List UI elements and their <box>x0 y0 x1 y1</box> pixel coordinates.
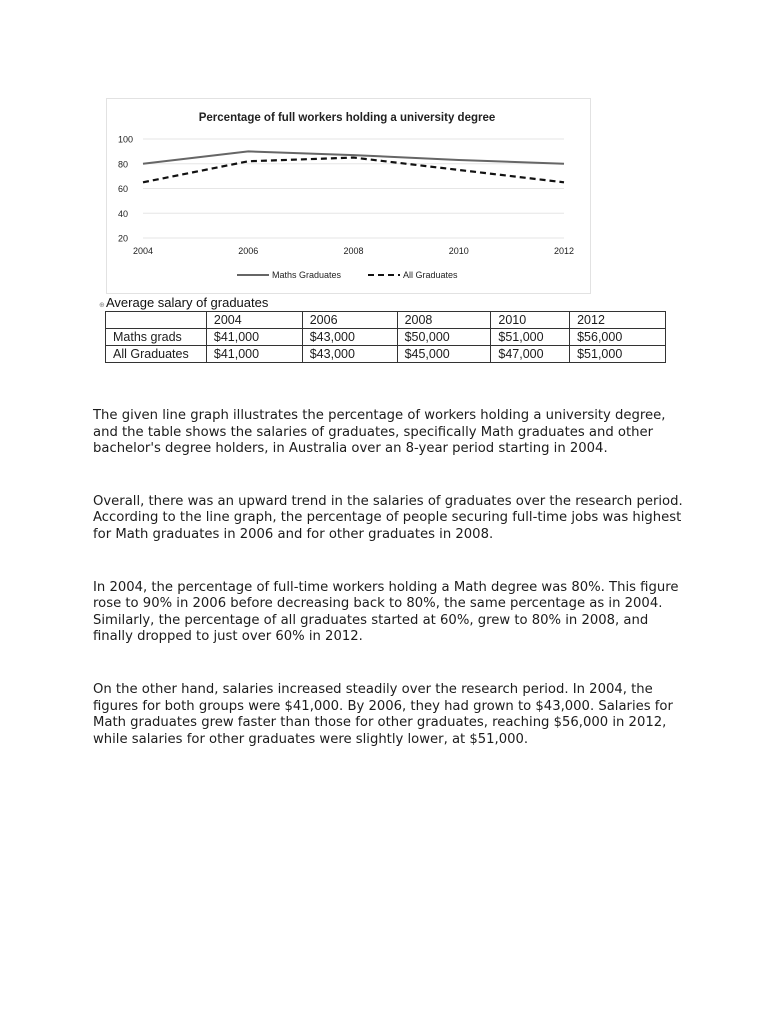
legend-label: All Graduates <box>403 270 458 280</box>
y-tick-label: 80 <box>118 159 129 170</box>
y-axis <box>118 135 133 244</box>
x-tick-label: 2004 <box>132 246 154 256</box>
table-cell: $51,000 <box>570 346 666 363</box>
table-cell: 2004 <box>206 312 302 329</box>
essay-paragraph-line-graph: In 2004, the percentage of full-time workers holding a Math degree was 80%. This figure rose to 90% in 2006 before decreasing back to 80%, the same percentage as in 2004. Similarly, the percentage of all graduates started at 60%, grew to 80% in 2008, and finally dropped to just over 60% in 2012. <box>93 579 679 645</box>
essay-paragraph-overview: Overall, there was an upward trend in the salaries of graduates over the research period. According to the line graph, the percentage of people securing full-time jobs was highest for Math graduates in 2006 and for other graduates in 2008. <box>93 493 683 542</box>
table-cell: All Graduates <box>106 346 207 363</box>
table-cell: $45,000 <box>397 346 491 363</box>
table-cell <box>106 312 207 329</box>
table-cell: $41,000 <box>206 346 302 363</box>
table-cell: 2006 <box>302 312 397 329</box>
table-cell: $43,000 <box>302 329 397 346</box>
chart-grid <box>143 139 564 238</box>
table-header-row <box>106 312 666 329</box>
y-tick-label: 100 <box>118 134 134 145</box>
table-cell: $50,000 <box>397 329 491 346</box>
x-tick-label: 2006 <box>238 246 259 256</box>
x-axis <box>133 246 574 256</box>
table-cell: $41,000 <box>206 329 302 346</box>
table-cell: $56,000 <box>570 329 666 346</box>
essay-paragraph-intro: The given line graph illustrates the percentage of workers holding a university degree, and the table shows the salaries of graduates, specifically Math graduates and other bachelor's degree holders, in Australia over an 8-year period starting in 2004. <box>93 408 666 457</box>
salary-table-title: Average salary of graduates <box>106 295 269 310</box>
salary-table <box>105 311 666 363</box>
x-tick-label: 2008 <box>343 246 364 256</box>
table-cell: 2008 <box>397 312 491 329</box>
figure-anchor-mark: ⊕ <box>99 301 105 309</box>
essay-body <box>93 408 683 784</box>
line-chart-figure <box>106 98 591 294</box>
x-tick-label: 2012 <box>553 246 575 256</box>
table-cell: Maths grads <box>106 329 207 346</box>
table-cell: $47,000 <box>491 346 570 363</box>
chart-title: Percentage of full workers holding a university degree <box>198 112 496 124</box>
table-cell: $43,000 <box>302 346 397 363</box>
y-tick-label: 60 <box>118 184 129 194</box>
table-row <box>106 346 666 363</box>
table-cell: 2010 <box>491 312 570 329</box>
table-cell: 2012 <box>570 312 666 329</box>
table-row <box>106 329 666 346</box>
chart-legend <box>237 270 458 280</box>
line-chart <box>107 99 590 293</box>
chart-series <box>143 151 564 182</box>
legend-label: Maths Graduates <box>272 270 342 280</box>
y-tick-label: 40 <box>118 208 129 219</box>
y-tick-label: 20 <box>118 233 129 244</box>
essay-paragraph-salaries: On the other hand, salaries increased steadily over the research period. In 2004, the figures for both groups were $41,000. By 2006, they had grown to $43,000. Salaries for Math graduates grew faster than those for other graduates, reaching $56,000 in 2012, while salaries for other graduates were slightly lower, at $51,000. <box>93 681 673 747</box>
x-tick-label: 2010 <box>448 246 469 256</box>
table-cell: $51,000 <box>491 329 570 346</box>
